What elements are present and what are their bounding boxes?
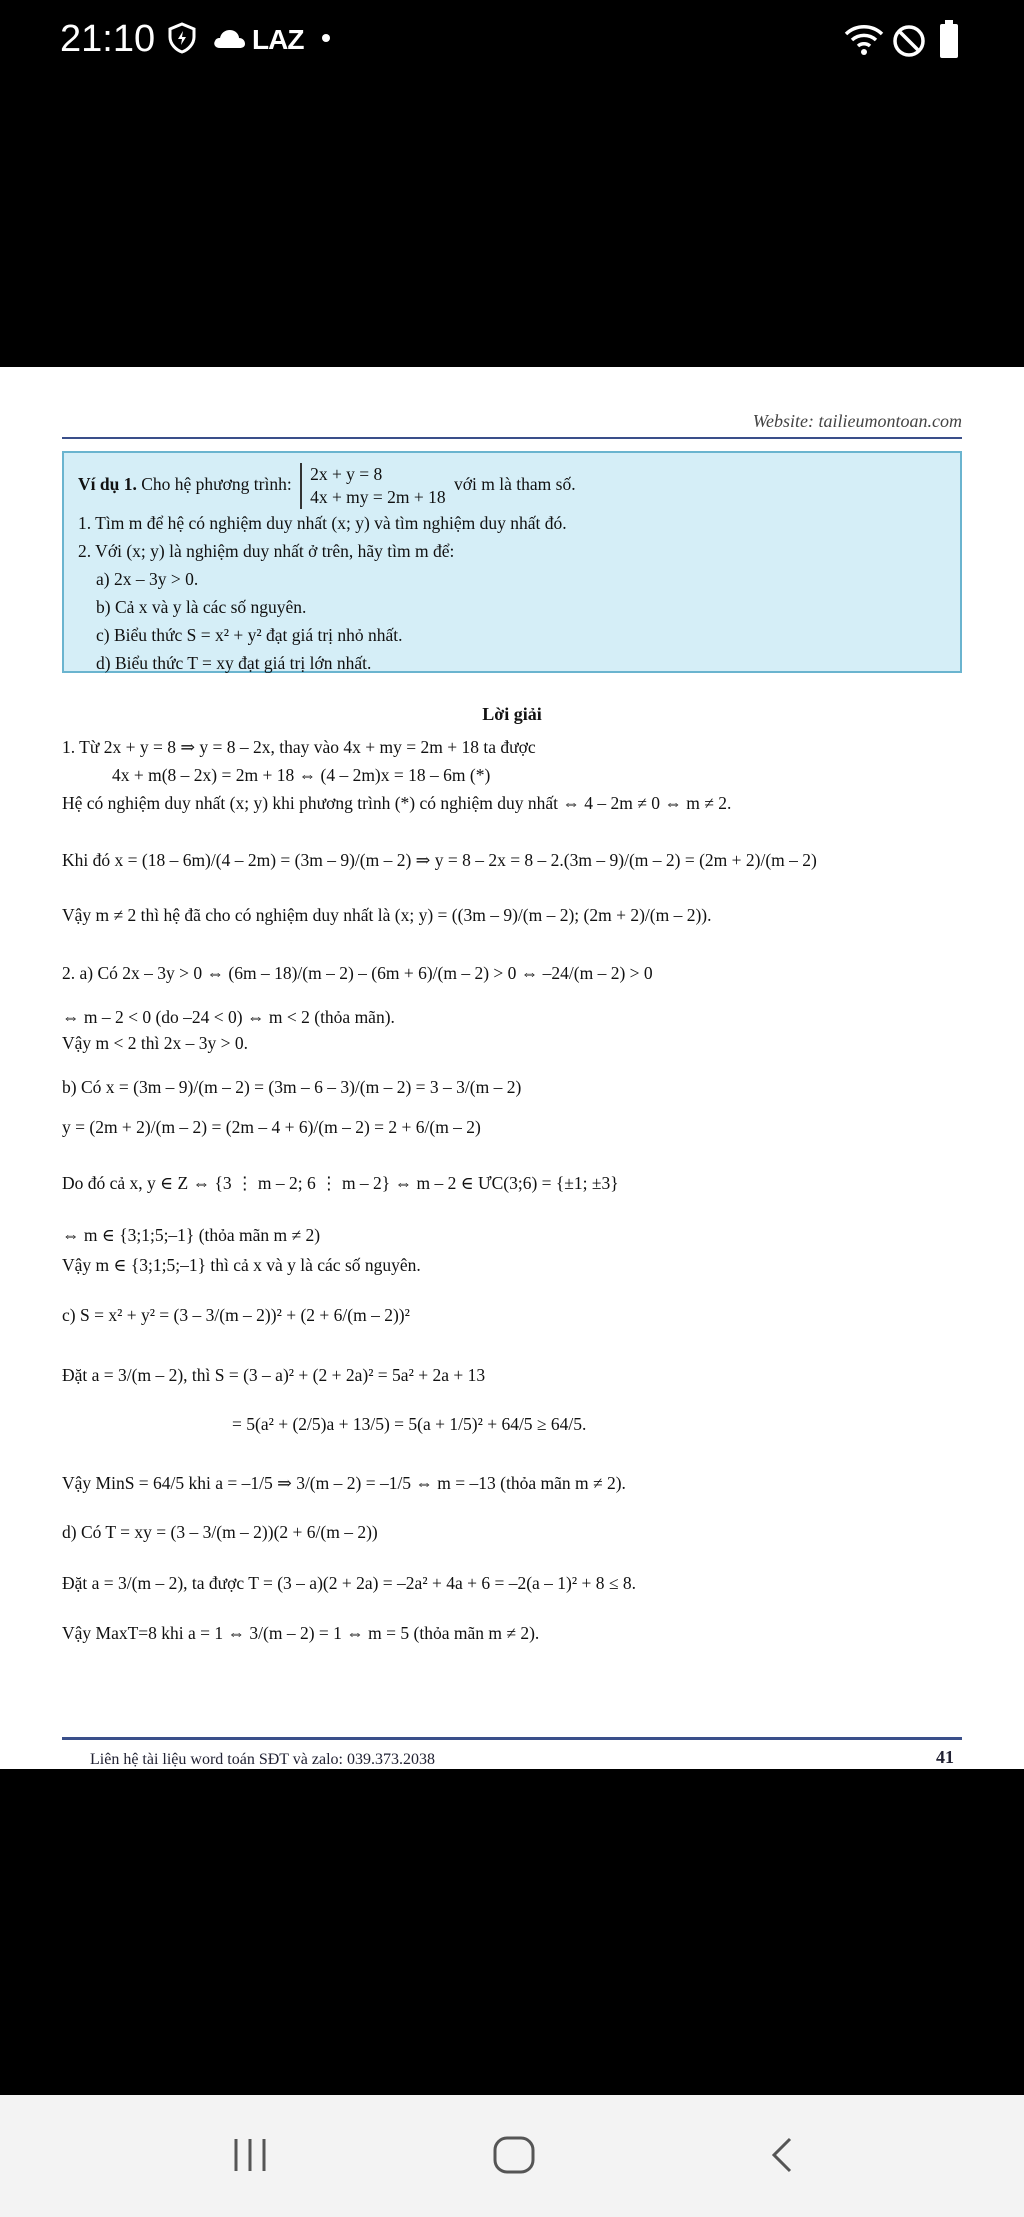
question-2b: b) Cả x và y là các số nguyên. [96, 597, 307, 617]
system-line-2: 4x + my = 2m + 18 [310, 487, 446, 507]
solution-line: b) Có x = (3m – 9)/(m – 2) = (3m – 6 – 3)/(m – 2) = 3 – 3/(m – 2) [62, 1077, 522, 1097]
system-line-1: 2x + y = 8 [310, 464, 383, 484]
footer-contact: Liên hệ tài liệu word toán SĐT và zalo: 039.373.2038 [90, 1751, 435, 1768]
solution-line: Hệ có nghiệm duy nhất (x; y) khi phương trình (*) có nghiệm duy nhất ⇔ 4 – 2m ≠ 0 ⇔ m ≠ 2. [62, 793, 732, 813]
example-box [62, 451, 962, 673]
solution-line: Đặt a = 3/(m – 2), ta được T = (3 – a)(2 + 2a) = –2a² + 4a + 6 = –2(a – 1)² + 8 ≤ 8. [62, 1573, 636, 1593]
home-icon[interactable] [492, 2135, 536, 2175]
back-icon[interactable] [766, 2135, 796, 2175]
solution-line: Vậy MinS = 64/5 khi a = –1/5 ⇒ 3/(m – 2) = –1/5 ⇔ m = –13 (thỏa mãn m ≠ 2). [62, 1473, 626, 1493]
page-number: 41 [936, 1747, 954, 1767]
solution-line: Vậy m ∈ {3;1;5;–1} thì cả x và y là các số nguyên. [62, 1255, 421, 1275]
solution-title: Lời giải [482, 704, 542, 724]
status-bar [0, 0, 1024, 80]
cloud-icon [212, 28, 246, 50]
navigation-bar [0, 2095, 1024, 2217]
solution-line: ⇔ m – 2 < 0 (do –24 < 0) ⇔ m < 2 (thỏa mãn). [62, 1007, 395, 1027]
solution-line: = 5(a² + (2/5)a + 13/5) = 5(a + 1/5)² + 64/5 ≥ 64/5. [232, 1414, 587, 1434]
solution-line: Vậy m ≠ 2 thì hệ đã cho có nghiệm duy nhất là (x; y) = ((3m – 9)/(m – 2); (2m + 2)/(m – 2)). [62, 905, 712, 925]
question-1: 1. Tìm m để hệ có nghiệm duy nhất (x; y) và tìm nghiệm duy nhất đó. [78, 513, 567, 533]
shield-icon [166, 22, 198, 54]
question-2d: d) Biểu thức T = xy đạt giá trị lớn nhất. [96, 653, 372, 673]
footer-divider [62, 1737, 962, 1740]
solution-line: Vậy MaxT=8 khi a = 1 ⇔ 3/(m – 2) = 1 ⇔ m = 5 (thỏa mãn m ≠ 2). [62, 1623, 540, 1643]
solution-line: Do đó cả x, y ∈ Z ⇔ {3 ⋮ m – 2; 6 ⋮ m – 2} ⇔ m – 2 ∈ ƯC(3;6) = {±1; ±3} [62, 1173, 619, 1193]
solution-line: d) Có T = xy = (3 – 3/(m – 2))(2 + 6/(m – 2)) [62, 1522, 378, 1542]
equation-system [300, 463, 446, 509]
solution-line: y = (2m + 2)/(m – 2) = (2m – 4 + 6)/(m – 2) = 2 + 6/(m – 2) [62, 1117, 481, 1137]
solution-line: 1. Từ 2x + y = 8 ⇒ y = 8 – 2x, thay vào 4x + my = 2m + 18 ta được [62, 737, 536, 757]
document-page [0, 367, 1024, 1769]
website-header: Website: tailieumontoan.com [752, 411, 962, 431]
solution-line: ⇔ m ∈ {3;1;5;–1} (thỏa mãn m ≠ 2) [62, 1225, 321, 1245]
header-divider [62, 437, 962, 439]
wifi-icon [844, 22, 884, 58]
example-heading [78, 463, 946, 509]
recent-apps-icon[interactable] [230, 2135, 270, 2175]
battery-icon [940, 20, 958, 58]
dnd-icon [892, 24, 926, 58]
param-note: với m là tham số. [454, 474, 576, 495]
solution-line: c) S = x² + y² = (3 – 3/(m – 2))² + (2 + 6/(m – 2))² [62, 1305, 410, 1325]
example-title: Ví dụ 1. [78, 474, 137, 495]
solution-line: Vậy m < 2 thì 2x – 3y > 0. [62, 1033, 248, 1053]
question-2: 2. Với (x; y) là nghiệm duy nhất ở trên, hãy tìm m để: [78, 541, 455, 561]
dot-icon [322, 34, 330, 42]
example-intro: Cho hệ phương trình: [141, 474, 292, 495]
question-2a: a) 2x – 3y > 0. [96, 569, 199, 589]
solution-line: Khi đó x = (18 – 6m)/(4 – 2m) = (3m – 9)/(m – 2) ⇒ y = 8 – 2x = 8 – 2.(3m – 9)/(m – 2) = (2m + 2)/(m – 2) [62, 850, 817, 870]
solution-line: 4x + m(8 – 2x) = 2m + 18 ⇔ (4 – 2m)x = 18 – 6m (*) [112, 765, 491, 785]
question-2c: c) Biểu thức S = x² + y² đạt giá trị nhỏ nhất. [96, 625, 403, 645]
status-time: 21:10 [60, 18, 156, 60]
solution-line: Đặt a = 3/(m – 2), thì S = (3 – a)² + (2 + 2a)² = 5a² + 2a + 13 [62, 1365, 486, 1385]
carrier-label: LAZ [252, 24, 304, 55]
solution-line: 2. a) Có 2x – 3y > 0 ⇔ (6m – 18)/(m – 2) – (6m + 6)/(m – 2) > 0 ⇔ –24/(m – 2) > 0 [62, 963, 653, 983]
